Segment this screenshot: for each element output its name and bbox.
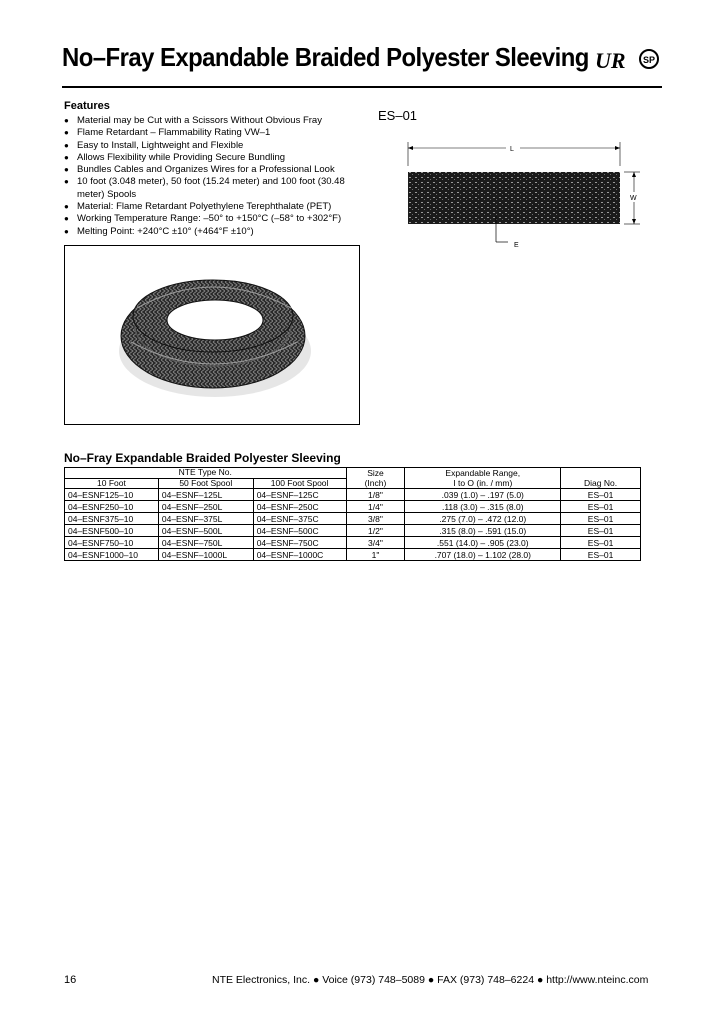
cell-range: .551 (14.0) – .905 (23.0)	[405, 537, 561, 549]
header-size	[346, 468, 405, 489]
cell-10ft: 04–ESNF1000–10	[65, 549, 159, 561]
certification-logos	[593, 44, 663, 74]
cell-range: .275 (7.0) – .472 (12.0)	[405, 513, 561, 525]
feature-item: ● Bundles Cables and Organizes Wires for a Professional Look	[64, 164, 364, 176]
cell-100ft: 04–ESNF–375C	[253, 513, 346, 525]
cell-50ft: 04–ESNF–1000L	[158, 549, 253, 561]
page-title: No–Fray Expandable Braided Polyester Sleeving	[62, 42, 589, 72]
header-10ft: 10 Foot	[65, 478, 159, 489]
header-nte-type: NTE Type No.	[65, 468, 347, 479]
cell-100ft: 04–ESNF–125C	[253, 489, 346, 501]
cell-diag: ES–01	[561, 549, 641, 561]
cell-diag: ES–01	[561, 525, 641, 537]
cell-100ft: 04–ESNF–250C	[253, 501, 346, 513]
product-photo	[64, 245, 360, 425]
cell-size: 3/8"	[346, 513, 405, 525]
sleeving-coil-image	[65, 246, 359, 424]
ur-mark-logo: UR	[595, 48, 626, 73]
page-number: 16	[64, 974, 77, 986]
end-label: E	[514, 242, 519, 249]
cell-10ft: 04–ESNF750–10	[65, 537, 159, 549]
cell-10ft: 04–ESNF375–10	[65, 513, 159, 525]
cell-50ft: 04–ESNF–250L	[158, 501, 253, 513]
cell-diag: ES–01	[561, 513, 641, 525]
feature-item: ● Flame Retardant – Flammability Rating VW–1	[64, 127, 364, 139]
cell-range: .039 (1.0) – .197 (5.0)	[405, 489, 561, 501]
header-diag: Diag No.	[561, 468, 641, 489]
feature-item: ● Allows Flexibility while Providing Secure Bundling	[64, 152, 364, 164]
header-size-line2: (Inch)	[364, 477, 387, 488]
cell-50ft: 04–ESNF–750L	[158, 537, 253, 549]
cell-size: 1/4"	[346, 501, 405, 513]
cell-diag: ES–01	[561, 537, 641, 549]
header-size-line1: Size	[367, 468, 384, 478]
braided-sleeve-drawing	[408, 172, 620, 224]
features-heading: Features	[64, 100, 110, 112]
cell-size: 3/4"	[346, 537, 405, 549]
feature-item: ● Material: Flame Retardant Polyethylene Terephthalate (PET)	[64, 201, 364, 213]
cell-range: .707 (18.0) – 1.102 (28.0)	[405, 549, 561, 561]
feature-item: ● Working Temperature Range: –50° to +150°C (–58° to +302°F)	[64, 213, 364, 225]
cell-diag: ES–01	[561, 501, 641, 513]
feature-item: ● Melting Point: +240°C ±10° (+464°F ±10°)	[64, 226, 364, 238]
cell-range: .118 (3.0) – .315 (8.0)	[405, 501, 561, 513]
cell-100ft: 04–ESNF–750C	[253, 537, 346, 549]
width-label: W	[630, 195, 637, 202]
footer-contact: NTE Electronics, Inc. ● Voice (973) 748–5089 ● FAX (973) 748–6224 ● http://www.nteinc.com	[212, 974, 649, 986]
spec-table	[64, 467, 641, 561]
table-row	[65, 501, 641, 513]
length-label: L	[510, 146, 514, 153]
feature-item: ● Material may be Cut with a Scissors Without Obvious Fray	[64, 115, 364, 127]
cell-diag: ES–01	[561, 489, 641, 501]
diagram-label: ES–01	[378, 108, 418, 123]
cell-50ft: 04–ESNF–375L	[158, 513, 253, 525]
table-row	[65, 537, 641, 549]
csa-mark-logo: SP	[643, 55, 656, 65]
cell-10ft: 04–ESNF125–10	[65, 489, 159, 501]
table-row	[65, 549, 641, 561]
header-range	[405, 468, 561, 489]
table-row	[65, 525, 641, 537]
header-range-line1: Expandable Range,	[445, 468, 521, 478]
header-50ft: 50 Foot Spool	[158, 478, 253, 489]
cell-50ft: 04–ESNF–500L	[158, 525, 253, 537]
cell-100ft: 04–ESNF–1000C	[253, 549, 346, 561]
cell-50ft: 04–ESNF–125L	[158, 489, 253, 501]
cell-size: 1/8"	[346, 489, 405, 501]
title-rule	[62, 86, 662, 88]
sleeving-diagram	[396, 136, 656, 256]
cell-size: 1"	[346, 549, 405, 561]
header-range-line2: I to O (in. / mm)	[453, 477, 513, 488]
cell-range: .315 (8.0) – .591 (15.0)	[405, 525, 561, 537]
cell-100ft: 04–ESNF–500C	[253, 525, 346, 537]
table-title: No–Fray Expandable Braided Polyester Sleeving	[64, 451, 341, 465]
cell-10ft: 04–ESNF500–10	[65, 525, 159, 537]
cell-10ft: 04–ESNF250–10	[65, 501, 159, 513]
feature-item: ● Easy to Install, Lightweight and Flexible	[64, 140, 364, 152]
header-100ft: 100 Foot Spool	[253, 478, 346, 489]
cell-size: 1/2"	[346, 525, 405, 537]
features-list	[64, 115, 364, 238]
feature-item: ● 10 foot (3.048 meter), 50 foot (15.24 meter) and 100 foot (30.48 meter) Spools	[64, 176, 364, 201]
table-row	[65, 513, 641, 525]
table-row	[65, 489, 641, 501]
